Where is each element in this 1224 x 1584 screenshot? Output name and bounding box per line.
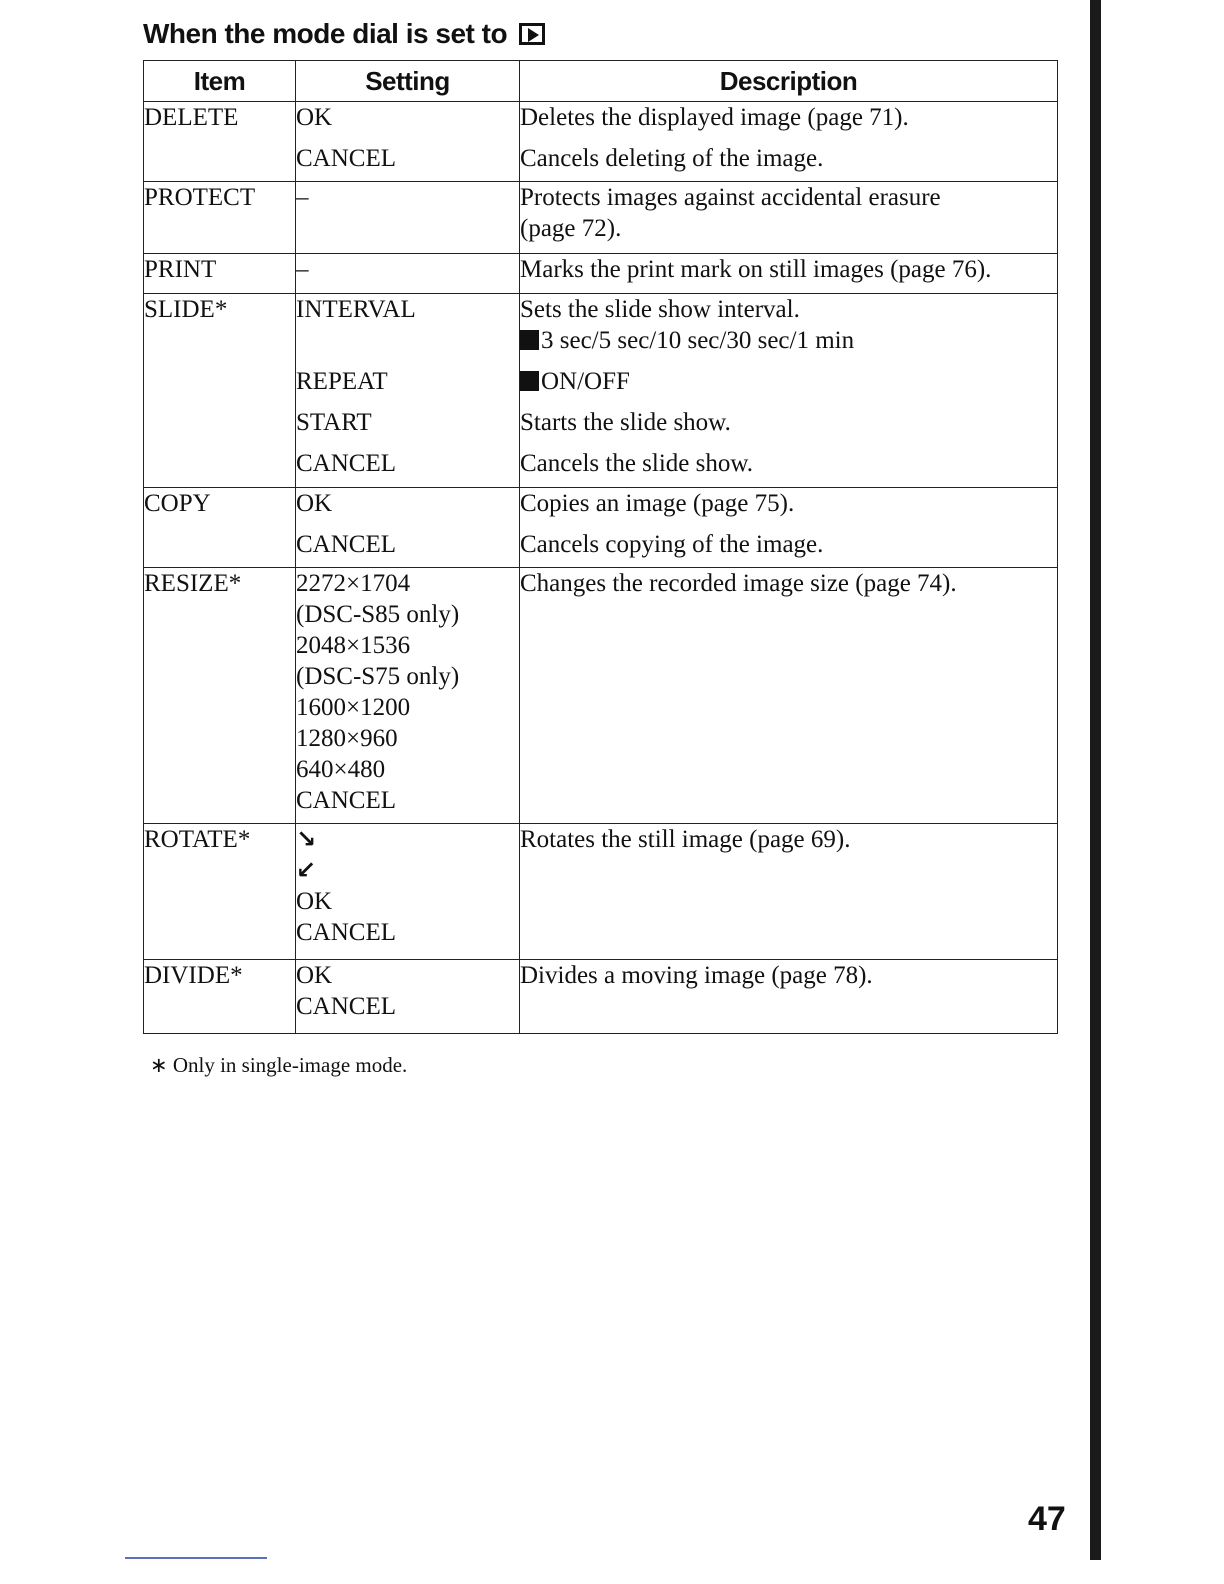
item-cell: RESIZE* [144,568,296,824]
setting-value: OK [296,962,333,989]
description-line: Rotates the still image (page 69). [520,826,851,853]
setting-value: 640×480 [296,756,386,783]
setting-value: INTERVAL [296,296,416,323]
description-cell [520,568,1058,824]
description-option-line [520,366,1057,397]
table-row-slide [144,294,1058,488]
setting-value: OK [296,490,333,517]
setting-cell [296,568,520,824]
table-row-divide [144,960,1058,1034]
setting-value: 2272×1704 [296,570,411,597]
table-row-rotate [144,824,1058,960]
setting-value: 1600×1200 [296,694,411,721]
item-cell: PROTECT [144,182,296,254]
setting-value: OK [296,888,333,915]
header-item: Item [144,61,296,102]
setting-value: REPEAT [296,368,388,395]
setting-cell [296,102,520,182]
table-row-resize [144,568,1058,824]
page-edge-bar [1090,0,1101,1560]
table-row-delete [144,102,1058,182]
setting-value: – [296,256,309,283]
item-cell: SLIDE* [144,294,296,488]
setting-cell [296,824,520,960]
item-cell: DELETE [144,102,296,182]
description-line: Copies an image (page 75). [520,490,795,517]
setting-value: CANCEL [296,787,396,814]
setting-value: CANCEL [296,531,396,558]
setting-value: (DSC-S85 only) [296,601,460,628]
description-line: Cancels copying of the image. [520,531,824,558]
description-line: Sets the slide show interval. [520,296,800,323]
heading-text: When the mode dial is set to [143,18,508,49]
setting-value: START [296,409,372,436]
description-line: 3 sec/5 sec/10 sec/30 sec/1 min [541,327,855,354]
playback-icon [519,23,545,45]
setting-cell [296,294,520,488]
default-marker-icon [520,330,539,350]
menu-table [143,60,1058,1034]
setting-value: CANCEL [296,145,396,172]
description-line: Changes the recorded image size (page 74). [520,570,957,597]
default-marker-icon [520,371,539,391]
setting-value: OK [296,104,333,131]
table-header-row [144,61,1058,102]
rotate-counterclockwise-icon: ↙ [296,856,317,884]
setting-cell [296,254,520,294]
description-line: Cancels deleting of the image. [520,145,824,172]
description-cell [520,254,1058,294]
table-row-copy [144,488,1058,568]
page-number: 47 [1028,1500,1066,1538]
description-line: Deletes the displayed image (page 71). [520,104,909,131]
section-heading [143,18,545,50]
header-setting: Setting [296,61,520,102]
description-cell [520,824,1058,960]
description-line: Divides a moving image (page 78). [520,962,873,989]
item-cell: PRINT [144,254,296,294]
description-line: Starts the slide show. [520,409,731,436]
item-cell: DIVIDE* [144,960,296,1034]
header-description: Description [520,61,1058,102]
setting-cell [296,182,520,254]
setting-value: 1280×960 [296,725,398,752]
setting-value: 2048×1536 [296,632,411,659]
setting-value: (DSC-S75 only) [296,663,460,690]
bottom-rule [125,1557,267,1559]
table-row-protect [144,182,1058,254]
item-cell: ROTATE* [144,824,296,960]
item-cell: COPY [144,488,296,568]
description-cell [520,294,1058,488]
description-cell [520,182,1058,254]
footnote: ∗ Only in single-image mode. [150,1053,408,1077]
description-line: (page 72). [520,215,622,242]
description-cell [520,960,1058,1034]
description-line: Protects images against accidental erasure [520,184,941,211]
setting-value: CANCEL [296,919,396,946]
description-line: ON/OFF [541,368,630,395]
description-cell [520,102,1058,182]
description-line: Cancels the slide show. [520,450,754,477]
setting-cell [296,960,520,1034]
description-line: Marks the print mark on still images (page 76). [520,256,992,283]
description-cell [520,488,1058,568]
table-row-print [144,254,1058,294]
setting-value: – [296,184,309,211]
rotate-clockwise-icon: ↘ [296,825,317,853]
setting-value: CANCEL [296,993,396,1020]
description-option-line [520,325,1057,356]
setting-cell [296,488,520,568]
setting-value: CANCEL [296,450,396,477]
